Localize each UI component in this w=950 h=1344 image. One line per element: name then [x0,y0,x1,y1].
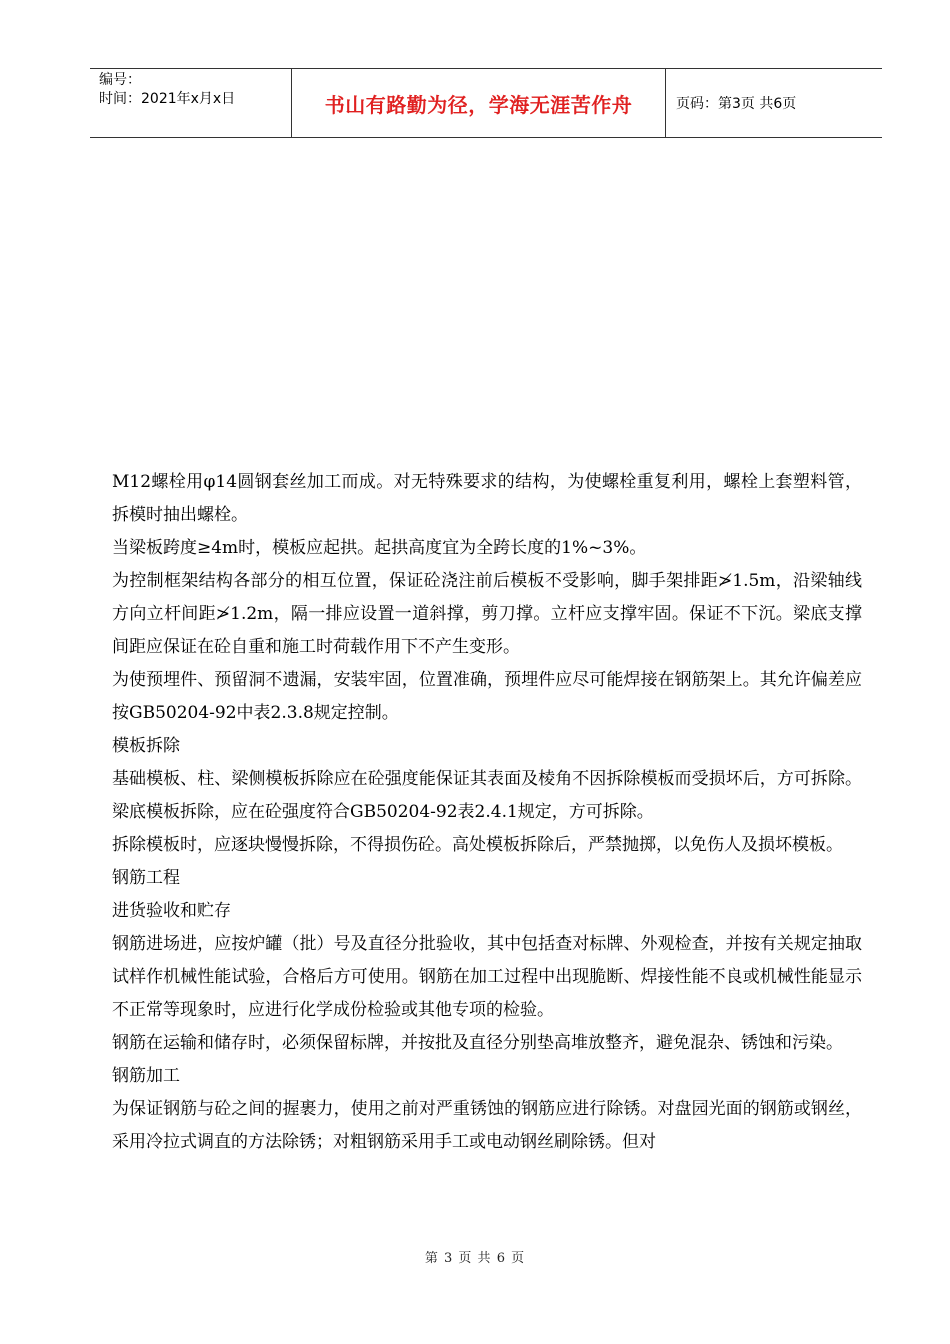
page-header [90,68,882,138]
time-label: 时间：2021年x月x日 [99,91,236,107]
document-body [112,466,862,1159]
paragraph: 拆除模板时，应逐块慢慢拆除，不得损伤砼。高处模板拆除后，严禁抛掷，以免伤人及损坏模板。 [112,835,843,855]
paragraph: 为控制框架结构各部分的相互位置，保证砼浇注前后模板不受影响，脚手架排距≯1.5m，沿梁轴线方向立杆间距≯1.2m，隔一排应设置一道斜撑，剪刀撑。立杆应支撑牢固。保证不下沉。梁底支撑间距应保证在砼自重和施工时荷载作用下不产生变形。 [112,571,862,657]
page-footer: 第 3 页 共 6 页 [424,1251,526,1266]
paragraph: 为使预埋件、预留洞不遗漏，安装牢固，位置准确，预埋件应尽可能焊接在钢筋架上。其允许偏差应按GB50204-92中表2.3.8规定控制。 [112,670,862,723]
section-heading: 进货验收和贮存 [112,901,231,921]
paragraph: 当梁板跨度≥4m时，模板应起拱。起拱高度宜为全跨长度的1%~3%。 [112,538,647,558]
paragraph: M12螺栓用φ14圆钢套丝加工而成。对无特殊要求的结构，为使螺栓重复利用，螺栓上套塑料管，拆模时抽出螺栓。 [112,472,862,525]
paragraph: 基础模板、柱、梁侧模板拆除应在砼强度能保证其表面及棱角不因拆除模板而受损坏后，方可拆除。梁底模板拆除，应在砼强度符合GB50204-92表2.4.1规定，方可拆除。 [112,769,862,822]
paragraph: 为保证钢筋与砼之间的握裹力，使用之前对严重锈蚀的钢筋应进行除锈。对盘园光面的钢筋或钢丝，采用冷拉式调直的方法除锈；对粗钢筋采用手工或电动钢丝刷除锈。但对 [112,1099,862,1152]
header-motto: 书山有路勤为径，学海无涯苦作舟 [292,69,666,137]
number-label: 编号： [99,72,141,88]
header-meta [90,69,292,137]
paragraph: 钢筋进场进，应按炉罐（批）号及直径分批验收，其中包括查对标牌、外观检查，并按有关规定抽取试样作机械性能试验，合格后方可使用。钢筋在加工过程中出现脆断、焊接性能不良或机械性能显示不正常等现象时，应进行化学成份检验或其他专项的检验。 [112,934,862,1020]
section-heading: 钢筋工程 [112,868,180,888]
section-heading: 模板拆除 [112,736,180,756]
section-heading: 钢筋加工 [112,1066,180,1086]
paragraph: 钢筋在运输和储存时，必须保留标牌，并按批及直径分别垫高堆放整齐，避免混杂、锈蚀和污染。 [112,1033,843,1053]
header-page-info: 页码：第3页 共6页 [676,96,797,112]
